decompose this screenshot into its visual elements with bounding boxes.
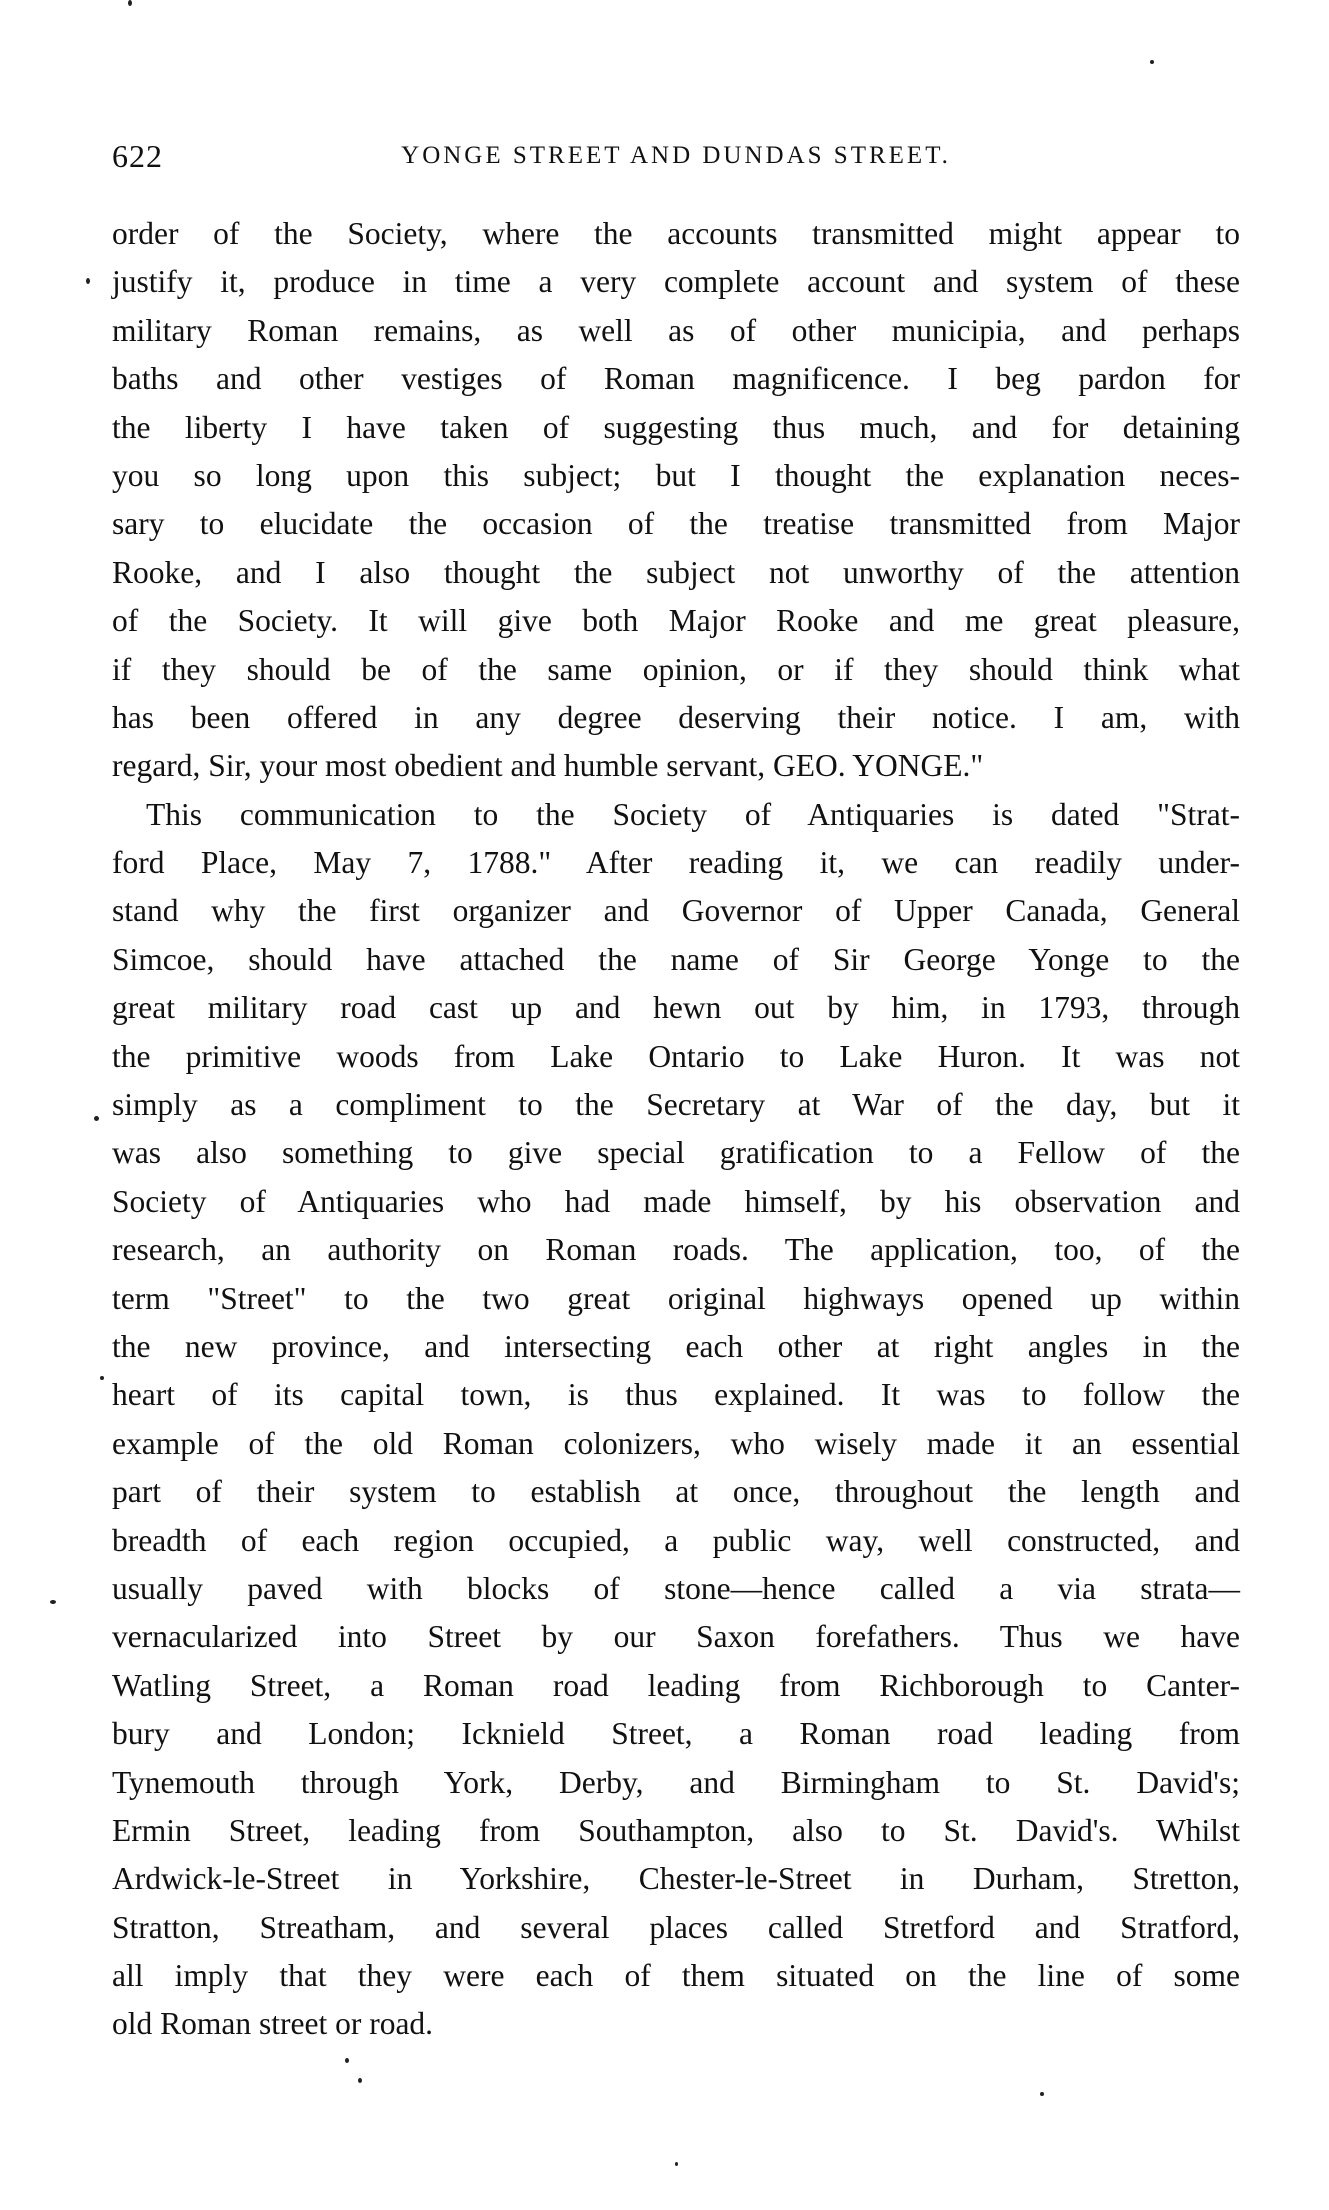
scan-speck xyxy=(50,1600,56,1604)
text-line: research, an authority on Roman roads. The application, too, of the xyxy=(112,1232,1240,1268)
text-line: Stratton, Streatham, and several places called Stretford and Stratford, xyxy=(112,1909,1240,1945)
text-line: Tynemouth through York, Derby, and Birmingham to St. David's; xyxy=(112,1764,1240,1800)
text-line: stand why the first organizer and Governor of Upper Canada, General xyxy=(112,893,1240,929)
paragraph xyxy=(112,210,1240,791)
text-line: Simcoe, should have attached the name of Sir George Yonge to the xyxy=(112,941,1240,977)
text-line: Ardwick-le-Street in Yorkshire, Chester-le-Street in Durham, Stretton, xyxy=(112,1861,1240,1897)
text-line: heart of its capital town, is thus explained. It was to follow the xyxy=(112,1377,1240,1413)
scan-speck xyxy=(100,1376,104,1380)
text-line: you so long upon this subject; but I thought the explanation neces- xyxy=(112,457,1240,493)
text-line: regard, Sir, your most obedient and humble servant, GEO. YONGE." xyxy=(112,748,984,784)
text-line: Watling Street, a Roman road leading from Richborough to Canter- xyxy=(112,1667,1240,1703)
text-line: part of their system to establish at once, throughout the length and xyxy=(112,1474,1240,1510)
text-line: example of the old Roman colonizers, who wisely made it an essential xyxy=(112,1425,1240,1461)
text-line: vernacularized into Street by our Saxon forefathers. Thus we have xyxy=(112,1619,1240,1655)
text-line: baths and other vestiges of Roman magnificence. I beg pardon for xyxy=(112,361,1240,397)
text-line: if they should be of the same opinion, or if they should think what xyxy=(112,651,1240,687)
text-line: Society of Antiquaries who had made himself, by his observation and xyxy=(112,1183,1240,1219)
text-line: justify it, produce in time a very complete account and system of these xyxy=(112,264,1240,300)
text-line: the liberty I have taken of suggesting thus much, and for detaining xyxy=(112,409,1240,445)
text-line: Ermin Street, leading from Southampton, also to St. David's. Whilst xyxy=(112,1812,1240,1848)
scan-speck xyxy=(1150,60,1154,64)
paragraph xyxy=(112,791,1240,2049)
text-line: old Roman street or road. xyxy=(112,2006,434,2042)
text-line: great military road cast up and hewn out by him, in 1793, through xyxy=(112,990,1240,1026)
scan-speck xyxy=(86,278,90,284)
body-text xyxy=(112,210,1240,2049)
text-line: bury and London; Icknield Street, a Roman road leading from xyxy=(112,1716,1240,1752)
text-line: military Roman remains, as well as of other municipia, and perhaps xyxy=(112,312,1240,348)
text-line: usually paved with blocks of stone—hence called a via strata— xyxy=(112,1570,1240,1606)
text-line: the primitive woods from Lake Ontario to Lake Huron. It was not xyxy=(112,1038,1240,1074)
scan-speck xyxy=(128,0,132,6)
running-head: YONGE STREET AND DUNDAS STREET. xyxy=(401,142,951,169)
text-line: has been offered in any degree deserving their notice. I am, with xyxy=(112,699,1240,735)
text-line: order of the Society, where the accounts transmitted might appear to xyxy=(112,216,1240,251)
text-line: the new province, and intersecting each other at right angles in the xyxy=(112,1328,1240,1364)
scan-speck xyxy=(358,2078,362,2083)
page-number: 622 xyxy=(112,138,163,174)
text-line: Rooke, and I also thought the subject not unworthy of the attention xyxy=(112,554,1240,590)
page-header xyxy=(112,138,1240,178)
text-line: all imply that they were each of them situated on the line of some xyxy=(112,1958,1240,1994)
scan-speck xyxy=(1040,2092,1044,2096)
text-line: breadth of each region occupied, a public way, well constructed, and xyxy=(112,1522,1240,1558)
text-line: of the Society. It will give both Major Rooke and me great pleasure, xyxy=(112,603,1240,639)
scan-speck xyxy=(675,2162,678,2166)
text-line: sary to elucidate the occasion of the treatise transmitted from Major xyxy=(112,506,1240,542)
text-line: simply as a compliment to the Secretary at War of the day, but it xyxy=(112,1087,1240,1123)
text-line: ford Place, May 7, 1788." After reading it, we can readily under- xyxy=(112,845,1240,881)
text-line: was also something to give special gratification to a Fellow of the xyxy=(112,1135,1240,1171)
text-line: This communication to the Society of Antiquaries is dated "Strat- xyxy=(146,796,1240,832)
text-line: term "Street" to the two great original highways opened up within xyxy=(112,1280,1240,1316)
scan-speck xyxy=(345,2058,349,2063)
scan-speck xyxy=(94,1116,99,1121)
